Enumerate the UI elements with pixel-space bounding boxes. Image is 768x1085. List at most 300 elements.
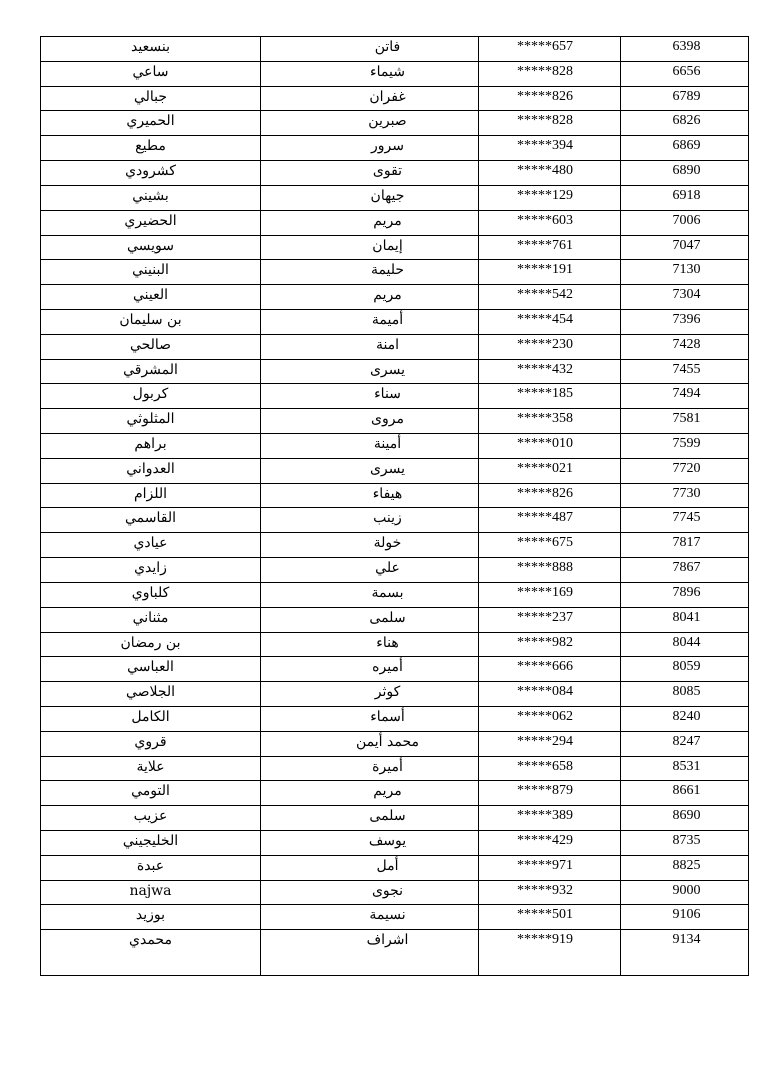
phone-cell xyxy=(479,185,621,210)
phone-cell-text: *****454 xyxy=(517,311,573,327)
phone-cell-text: *****429 xyxy=(517,833,573,848)
last-name-cell xyxy=(41,533,261,558)
id-cell xyxy=(621,61,749,86)
table-row xyxy=(41,285,749,310)
id-cell-text: 7047 xyxy=(672,237,701,253)
phone-cell xyxy=(479,682,621,707)
last-name-cell-text: الحميري xyxy=(126,113,175,130)
id-cell xyxy=(621,533,749,558)
first-name-cell xyxy=(261,781,479,806)
phone-cell-text: *****021 xyxy=(517,460,573,476)
id-cell xyxy=(621,508,749,533)
last-name-cell-text: بنسعيد xyxy=(131,39,170,55)
id-cell-text: 8059 xyxy=(672,659,701,675)
last-name-cell-text: بن سليمان xyxy=(119,311,182,328)
id-cell-text: 6869 xyxy=(672,138,701,154)
last-name-cell xyxy=(41,880,261,905)
phone-cell-text: *****828 xyxy=(517,63,573,79)
first-name-cell-text: يسرى xyxy=(369,361,406,378)
last-name-cell-text: صالحي xyxy=(129,336,172,353)
table-row xyxy=(41,384,749,409)
id-cell-text: 8735 xyxy=(672,833,701,848)
id-cell-text: 7720 xyxy=(672,460,701,476)
id-cell xyxy=(621,855,749,880)
id-cell-text: 7817 xyxy=(672,535,701,551)
id-cell xyxy=(621,731,749,756)
id-cell xyxy=(621,582,749,607)
phone-cell xyxy=(479,632,621,657)
table-row xyxy=(41,930,749,976)
phone-cell-text: *****480 xyxy=(517,163,573,179)
id-cell xyxy=(621,756,749,781)
phone-cell xyxy=(479,359,621,384)
table-row xyxy=(41,37,749,62)
phone-cell xyxy=(479,831,621,856)
first-name-cell-text: محمد أيمن xyxy=(356,733,419,750)
first-name-cell xyxy=(261,657,479,682)
table-row xyxy=(41,706,749,731)
first-name-cell-text: مريم xyxy=(373,212,402,229)
first-name-cell xyxy=(261,161,479,186)
table-row xyxy=(41,61,749,86)
table-row xyxy=(41,632,749,657)
phone-cell-text: *****501 xyxy=(517,907,573,923)
first-name-cell xyxy=(261,61,479,86)
first-name-cell xyxy=(261,582,479,607)
first-name-cell xyxy=(261,409,479,434)
first-name-cell-text: أمينة xyxy=(373,436,402,452)
table-row xyxy=(41,111,749,136)
first-name-cell-text: اشراف xyxy=(366,932,409,949)
phone-cell-text: *****062 xyxy=(517,708,573,724)
table-row xyxy=(41,533,749,558)
id-cell xyxy=(621,632,749,657)
phone-cell-text: *****971 xyxy=(517,857,573,873)
phone-cell-text: *****828 xyxy=(517,113,573,129)
id-cell xyxy=(621,309,749,334)
phone-cell-text: *****169 xyxy=(517,584,573,600)
last-name-cell xyxy=(41,905,261,930)
id-cell-text: 8825 xyxy=(672,857,701,873)
first-name-cell-text: هيفاء xyxy=(372,485,403,502)
id-cell xyxy=(621,111,749,136)
phone-cell xyxy=(479,210,621,235)
id-cell-text: 8690 xyxy=(672,808,701,824)
phone-cell-text: *****826 xyxy=(517,88,573,104)
last-name-cell xyxy=(41,855,261,880)
id-cell xyxy=(621,285,749,310)
last-name-cell xyxy=(41,210,261,235)
id-cell-text: 9000 xyxy=(672,882,701,898)
phone-cell xyxy=(479,483,621,508)
id-cell xyxy=(621,434,749,459)
first-name-cell xyxy=(261,756,479,781)
id-cell-text: 7867 xyxy=(672,560,701,576)
first-name-cell xyxy=(261,185,479,210)
table-row xyxy=(41,86,749,111)
phone-cell xyxy=(479,657,621,682)
last-name-cell-text: كربول xyxy=(132,386,169,403)
id-cell xyxy=(621,185,749,210)
last-name-cell xyxy=(41,706,261,731)
id-cell-text: 7494 xyxy=(672,386,701,402)
id-cell xyxy=(621,210,749,235)
id-cell-text: 9106 xyxy=(672,907,701,923)
first-name-cell xyxy=(261,136,479,161)
phone-cell xyxy=(479,880,621,905)
id-cell xyxy=(621,880,749,905)
last-name-cell-text: براهم xyxy=(134,436,167,452)
table-row xyxy=(41,781,749,806)
last-name-cell-text: محمدي xyxy=(129,932,172,949)
first-name-cell-text: صبرين xyxy=(368,113,407,130)
phone-cell xyxy=(479,37,621,62)
id-cell xyxy=(621,905,749,930)
first-name-cell xyxy=(261,706,479,731)
table-row xyxy=(41,905,749,930)
phone-cell-text: *****666 xyxy=(517,659,573,675)
first-name-cell-text: هناء xyxy=(376,634,399,651)
id-cell xyxy=(621,384,749,409)
last-name-cell xyxy=(41,136,261,161)
phone-cell-text: *****932 xyxy=(517,882,573,898)
last-name-cell-text: مطيع xyxy=(135,138,166,155)
last-name-cell xyxy=(41,806,261,831)
last-name-cell-text: مثناني xyxy=(132,609,169,626)
table-row xyxy=(41,558,749,583)
first-name-cell-text: سلمى xyxy=(369,808,406,825)
table-row xyxy=(41,831,749,856)
first-name-cell xyxy=(261,111,479,136)
first-name-cell-text: تقوى xyxy=(372,163,403,180)
table-row xyxy=(41,880,749,905)
phone-cell-text: *****129 xyxy=(517,187,573,203)
phone-cell-text: *****191 xyxy=(517,262,573,278)
last-name-cell xyxy=(41,607,261,632)
last-name-cell xyxy=(41,657,261,682)
phone-cell-text: *****487 xyxy=(517,510,573,526)
id-cell-text: 6789 xyxy=(672,88,701,104)
phone-cell-text: *****675 xyxy=(517,535,573,551)
last-name-cell-text: العدواني xyxy=(126,460,175,477)
last-name-cell-text: بشيني xyxy=(132,187,169,204)
id-cell-text: 6656 xyxy=(672,63,701,79)
first-name-cell xyxy=(261,334,479,359)
id-cell-text: 7730 xyxy=(672,485,701,501)
first-name-cell-text: فاتن xyxy=(374,39,401,55)
last-name-cell xyxy=(41,731,261,756)
phone-cell xyxy=(479,161,621,186)
id-cell xyxy=(621,682,749,707)
table-row xyxy=(41,309,749,334)
table-row xyxy=(41,260,749,285)
phone-cell xyxy=(479,508,621,533)
id-cell xyxy=(621,161,749,186)
id-cell xyxy=(621,657,749,682)
first-name-cell xyxy=(261,682,479,707)
last-name-cell xyxy=(41,558,261,583)
first-name-cell-text: خولة xyxy=(373,535,402,552)
phone-cell-text: *****237 xyxy=(517,609,573,625)
id-cell xyxy=(621,260,749,285)
first-name-cell-text: سلمى xyxy=(369,609,406,626)
last-name-cell xyxy=(41,384,261,409)
phone-cell xyxy=(479,235,621,260)
first-name-cell-text: غفران xyxy=(369,88,406,105)
id-cell-text: 7006 xyxy=(672,212,701,228)
id-cell-text: 7304 xyxy=(672,287,701,303)
last-name-cell-text: ساعي xyxy=(132,63,169,80)
id-cell-text: 6826 xyxy=(672,113,701,129)
first-name-cell-text: بسمة xyxy=(371,584,404,601)
last-name-cell-text: عزيب xyxy=(133,808,168,825)
last-name-cell-text: اللزام xyxy=(133,485,168,502)
first-name-cell-text: سرور xyxy=(371,138,404,155)
phone-cell-text: *****394 xyxy=(517,138,573,154)
first-name-cell-text: إيمان xyxy=(372,237,403,254)
id-cell-text: 7130 xyxy=(672,262,701,278)
last-name-cell xyxy=(41,458,261,483)
id-cell-text: 7745 xyxy=(672,510,701,526)
phone-cell xyxy=(479,706,621,731)
first-name-cell xyxy=(261,37,479,62)
id-cell xyxy=(621,458,749,483)
last-name-cell xyxy=(41,434,261,459)
last-name-cell-text: جبالي xyxy=(133,88,168,105)
first-name-cell-text: علي xyxy=(375,560,400,577)
table-row xyxy=(41,334,749,359)
phone-cell-text: *****294 xyxy=(517,733,573,749)
last-name-cell-text: المثلوثي xyxy=(126,411,175,428)
first-name-cell xyxy=(261,483,479,508)
id-cell-text: 6890 xyxy=(672,163,701,179)
first-name-cell-text: سناء xyxy=(374,386,401,403)
last-name-cell xyxy=(41,111,261,136)
last-name-cell xyxy=(41,756,261,781)
last-name-cell-text: كشرودي xyxy=(125,163,176,180)
table-row xyxy=(41,359,749,384)
phone-cell xyxy=(479,905,621,930)
first-name-cell xyxy=(261,632,479,657)
last-name-cell-text: كلباوي xyxy=(131,584,170,601)
id-cell-text: 8240 xyxy=(672,708,701,724)
table-row xyxy=(41,409,749,434)
first-name-cell xyxy=(261,86,479,111)
last-name-cell-text: najwa xyxy=(129,882,172,899)
first-name-cell-text: زينب xyxy=(373,510,402,527)
phone-cell xyxy=(479,558,621,583)
first-name-cell-text: نسيمة xyxy=(369,907,406,924)
roster-body xyxy=(41,37,749,976)
last-name-cell-text: التومي xyxy=(131,783,170,800)
first-name-cell-text: مريم xyxy=(373,287,402,304)
roster-sheet xyxy=(40,36,748,976)
phone-cell xyxy=(479,285,621,310)
last-name-cell-text: البنيني xyxy=(132,262,169,279)
id-cell xyxy=(621,334,749,359)
phone-cell-text: *****982 xyxy=(517,634,573,650)
last-name-cell-text: العيني xyxy=(132,287,169,304)
last-name-cell-text: زايدي xyxy=(134,560,167,577)
id-cell xyxy=(621,930,749,976)
phone-cell-text: *****432 xyxy=(517,361,573,377)
id-cell-text: 8085 xyxy=(672,684,701,700)
first-name-cell xyxy=(261,359,479,384)
last-name-cell-text: القاسمي xyxy=(125,510,176,527)
first-name-cell-text: نجوى xyxy=(371,882,404,899)
last-name-cell-text: العباسي xyxy=(127,659,174,676)
first-name-cell-text: أمل xyxy=(376,857,399,874)
last-name-cell xyxy=(41,508,261,533)
id-cell-text: 7581 xyxy=(672,411,701,427)
id-cell-text: 9134 xyxy=(672,932,701,948)
first-name-cell xyxy=(261,880,479,905)
id-cell-text: 8531 xyxy=(672,758,701,774)
last-name-cell-text: الكامل xyxy=(131,708,170,725)
table-row xyxy=(41,682,749,707)
phone-cell xyxy=(479,309,621,334)
last-name-cell xyxy=(41,309,261,334)
last-name-cell-text: بوزيد xyxy=(135,907,166,924)
first-name-cell xyxy=(261,607,479,632)
first-name-cell-text: يسرى xyxy=(369,460,406,477)
id-cell xyxy=(621,781,749,806)
table-row xyxy=(41,185,749,210)
last-name-cell xyxy=(41,86,261,111)
first-name-cell-text: أميرة xyxy=(372,758,403,775)
id-cell-text: 8044 xyxy=(672,634,701,650)
last-name-cell xyxy=(41,682,261,707)
phone-cell-text: *****888 xyxy=(517,560,573,576)
table-row xyxy=(41,756,749,781)
last-name-cell-text: الحضيري xyxy=(124,212,177,229)
table-row xyxy=(41,731,749,756)
last-name-cell xyxy=(41,334,261,359)
table-row xyxy=(41,582,749,607)
last-name-cell-text: سويسي xyxy=(126,237,175,254)
first-name-cell xyxy=(261,731,479,756)
table-row xyxy=(41,161,749,186)
phone-cell-text: *****879 xyxy=(517,783,573,799)
phone-cell xyxy=(479,781,621,806)
last-name-cell xyxy=(41,409,261,434)
last-name-cell-text: قروي xyxy=(134,733,167,750)
id-cell-text: 7428 xyxy=(672,336,701,352)
phone-cell-text: *****185 xyxy=(517,386,573,402)
id-cell xyxy=(621,607,749,632)
phone-cell xyxy=(479,384,621,409)
table-row xyxy=(41,855,749,880)
first-name-cell-text: أسماء xyxy=(370,708,405,725)
last-name-cell xyxy=(41,359,261,384)
phone-cell xyxy=(479,533,621,558)
last-name-cell-text: المشرقي xyxy=(123,361,178,378)
id-cell xyxy=(621,235,749,260)
phone-cell xyxy=(479,855,621,880)
table-row xyxy=(41,136,749,161)
id-cell xyxy=(621,409,749,434)
phone-cell-text: *****230 xyxy=(517,336,573,352)
id-cell xyxy=(621,831,749,856)
first-name-cell-text: مروى xyxy=(371,411,404,428)
first-name-cell xyxy=(261,508,479,533)
phone-cell xyxy=(479,582,621,607)
last-name-cell xyxy=(41,781,261,806)
table-row xyxy=(41,210,749,235)
table-row xyxy=(41,483,749,508)
first-name-cell xyxy=(261,285,479,310)
first-name-cell xyxy=(261,533,479,558)
first-name-cell-text: مريم xyxy=(373,783,402,800)
id-cell-text: 7455 xyxy=(672,361,701,377)
id-cell-text: 7599 xyxy=(672,436,701,451)
id-cell xyxy=(621,706,749,731)
id-cell xyxy=(621,37,749,62)
first-name-cell xyxy=(261,384,479,409)
id-cell-text: 7396 xyxy=(672,311,701,327)
phone-cell-text: *****389 xyxy=(517,808,573,824)
first-name-cell xyxy=(261,905,479,930)
phone-cell-text: *****010 xyxy=(517,436,573,451)
id-cell xyxy=(621,483,749,508)
first-name-cell xyxy=(261,210,479,235)
last-name-cell xyxy=(41,260,261,285)
first-name-cell xyxy=(261,831,479,856)
table-row xyxy=(41,607,749,632)
first-name-cell-text: جيهان xyxy=(370,187,405,204)
phone-cell xyxy=(479,930,621,976)
id-cell xyxy=(621,136,749,161)
first-name-cell xyxy=(261,855,479,880)
first-name-cell xyxy=(261,260,479,285)
id-cell xyxy=(621,86,749,111)
phone-cell-text: *****919 xyxy=(517,932,573,948)
last-name-cell xyxy=(41,37,261,62)
id-cell-text: 8661 xyxy=(672,783,701,799)
id-cell xyxy=(621,359,749,384)
id-cell-text: 7896 xyxy=(672,584,701,600)
phone-cell-text: *****084 xyxy=(517,684,573,700)
last-name-cell-text: عيادي xyxy=(133,535,168,552)
last-name-cell-text: الخليجيني xyxy=(122,833,179,849)
last-name-cell xyxy=(41,930,261,976)
last-name-cell xyxy=(41,185,261,210)
last-name-cell xyxy=(41,831,261,856)
phone-cell xyxy=(479,260,621,285)
table-row xyxy=(41,806,749,831)
last-name-cell-text: عبدة xyxy=(136,857,165,874)
first-name-cell-text: كوثر xyxy=(374,684,401,701)
first-name-cell xyxy=(261,558,479,583)
id-cell xyxy=(621,558,749,583)
table-row xyxy=(41,235,749,260)
phone-cell xyxy=(479,334,621,359)
first-name-cell xyxy=(261,458,479,483)
last-name-cell xyxy=(41,161,261,186)
phone-cell-text: *****657 xyxy=(517,39,573,54)
first-name-cell-text: شيماء xyxy=(370,63,405,80)
roster-table xyxy=(40,36,749,976)
last-name-cell xyxy=(41,61,261,86)
table-row xyxy=(41,508,749,533)
last-name-cell xyxy=(41,632,261,657)
phone-cell-text: *****358 xyxy=(517,411,573,427)
phone-cell-text: *****658 xyxy=(517,758,573,774)
last-name-cell xyxy=(41,285,261,310)
id-cell-text: 6918 xyxy=(672,187,701,203)
table-row xyxy=(41,458,749,483)
first-name-cell xyxy=(261,434,479,459)
